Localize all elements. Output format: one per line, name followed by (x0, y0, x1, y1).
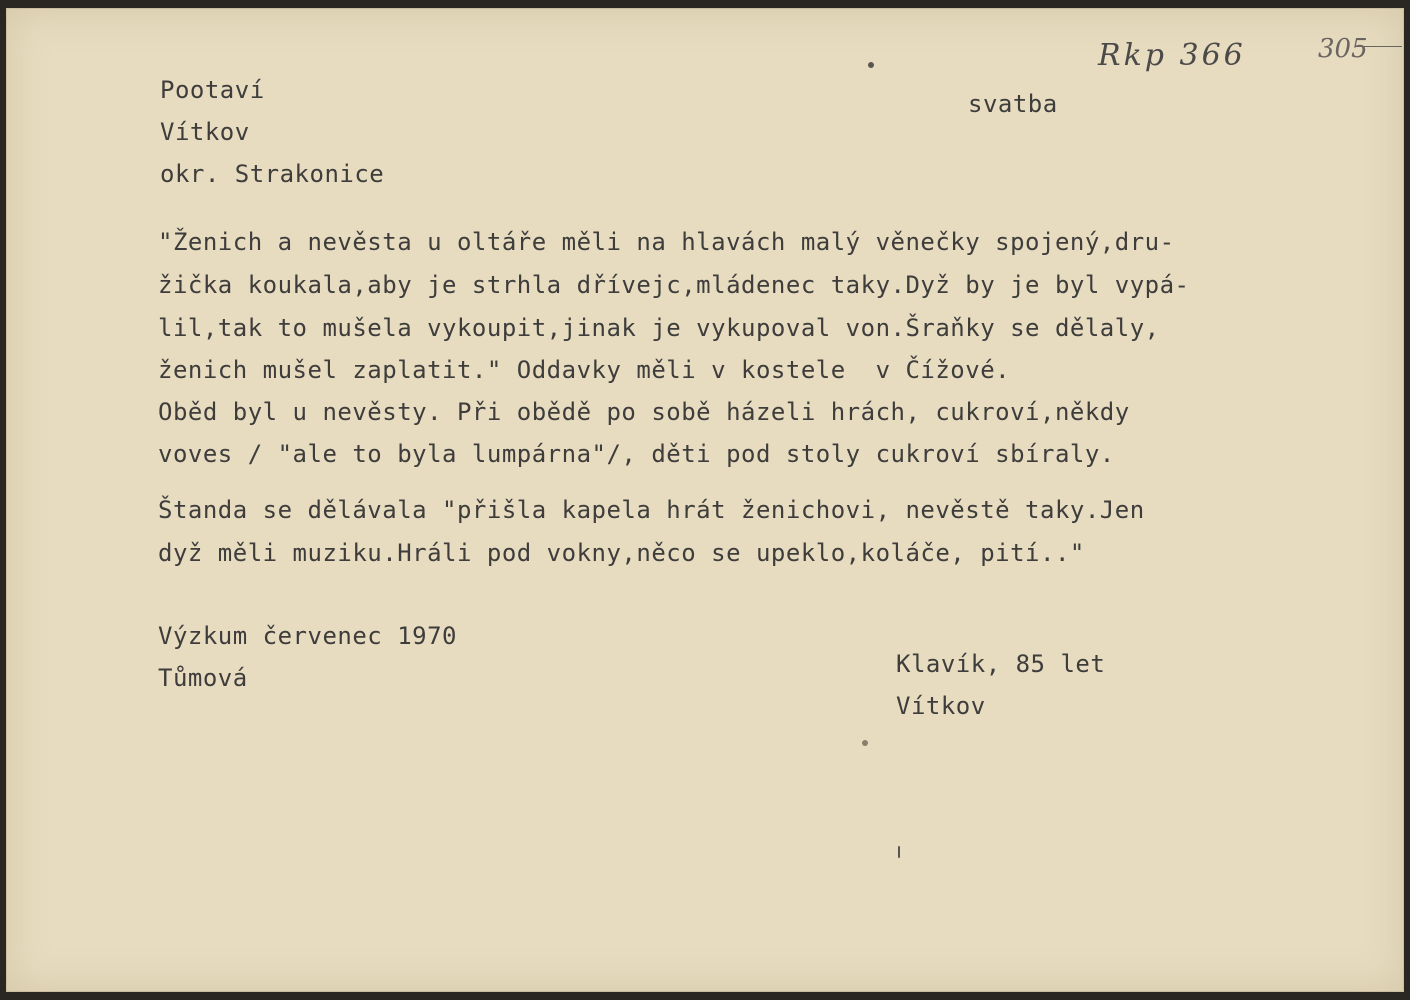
body-line: dyž měli muziku.Hráli pod vokny,něco se upeklo,koláče, pití.." (158, 539, 1085, 567)
body-line: Štanda se dělávala "přišla kapela hrát ženichovi, nevěstě taky.Jen (158, 496, 1145, 524)
location-region: Pootaví (160, 76, 265, 104)
location-district: okr. Strakonice (160, 160, 385, 188)
page-number: 305 (1318, 34, 1368, 64)
body-line: ženich mušel zaplatit." Oddavky měli v kostele v Čížové. (158, 356, 1011, 384)
informant-name-age: Klavík, 85 let (896, 650, 1106, 678)
location-village: Vítkov (160, 118, 250, 146)
ink-mark (898, 846, 900, 858)
body-line: "Ženich a nevěsta u oltáře měli na hlavách malý věnečky spojený,dru- (158, 228, 1175, 256)
topic-label: svatba (968, 90, 1058, 118)
informant-village: Vítkov (896, 692, 986, 720)
archive-reference: Rkp 366 (1098, 38, 1246, 73)
body-line: lil,tak to mušela vykoupit,jinak je vykupoval von.Šraňky se dělaly, (158, 314, 1160, 342)
ink-spot (862, 740, 868, 746)
research-date: Výzkum červenec 1970 (158, 622, 457, 650)
ink-spot (868, 62, 874, 68)
researcher-name: Tůmová (158, 664, 248, 692)
page-number-underline (1356, 46, 1402, 47)
body-line: voves / "ale to byla lumpárna"/, děti pod stoly cukroví sbíraly. (158, 440, 1115, 468)
body-line: žička koukala,aby je strhla dřívejc,mládenec taky.Dyž by je byl vypá- (158, 271, 1190, 299)
body-line: Oběd byl u nevěsty. Při obědě po sobě házeli hrách, cukroví,někdy (158, 398, 1130, 426)
